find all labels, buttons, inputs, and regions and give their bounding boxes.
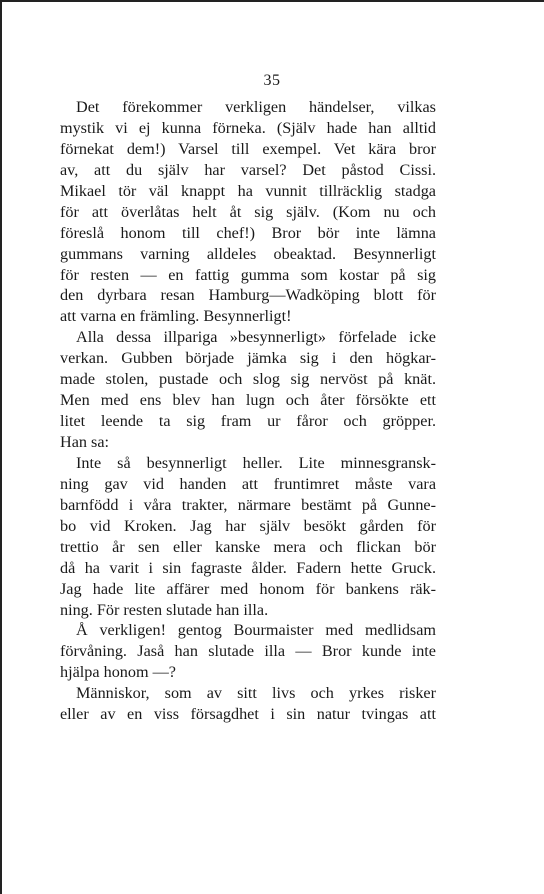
text-line: verkan. Gubben började jämka sig i den högkar-	[60, 349, 436, 368]
text-line: då ha varit i sin fagraste ålder. Fadern hette Gruck.	[60, 558, 436, 577]
text-line: Inte så besynnerligt heller. Lite minnesgransk-	[76, 453, 436, 472]
text-line: Alla dessa illpariga »besynnerligt» förfelade icke	[76, 328, 436, 347]
text-line: den dyrbara resan Hamburg—Wadköping blott för	[60, 286, 436, 305]
text-line: Det förekommer verkligen händelser, vilkas	[76, 98, 436, 116]
text-line: mystik vi ej kunna förneka. (Själv hade han alltid	[60, 118, 436, 137]
text-line: Å verkligen! gentog Bourmaister med medlidsam	[76, 621, 436, 640]
text-line: av, att du själv har varsel? Det påstod Cissi.	[60, 160, 436, 179]
text-line: eller av en viss försagdhet i sin natur tvingas att	[60, 705, 436, 724]
text-line: trettio år sen eller kanske mera och flickan bör	[60, 537, 436, 556]
text-line: förnekat dem!) Varsel till exempel. Vet kära bror	[60, 139, 436, 158]
text-line: förvåning. Jaså han slutade illa — Bror kunde inte	[60, 642, 436, 661]
text-line: föreslå honom till chef!) Bror bör inte lämna	[60, 223, 436, 242]
text-line: barnfödd i våra trakter, närmare bestämt på Gunne-	[60, 495, 436, 514]
page-left-edge	[0, 0, 2, 894]
text-line: litet leende ta sig fram ur fåror och gröpper.	[60, 412, 436, 431]
text-line: hjälpa honom —?	[60, 663, 176, 682]
text-line: made stolen, pustade och slog sig nervöst på knät.	[60, 370, 436, 389]
text-line: gummans varning alldeles obeaktad. Besynnerligt	[60, 244, 436, 263]
text-line: Han sa:	[60, 433, 109, 451]
text-line: Mikael tör väl knappt ha vunnit tillräcklig stadga	[60, 181, 436, 200]
text-line: för resten — en fattig gumma som kostar på sig	[60, 265, 436, 284]
page-number: 35	[263, 72, 281, 89]
text-line: Människor, som av sitt livs och yrkes risker	[76, 684, 436, 703]
page-top-edge	[0, 0, 544, 2]
text-line: Jag hade lite affärer med honom för bankens räk-	[60, 579, 436, 598]
text-line: ning gav vid handen att fruntimret måste vara	[60, 474, 436, 493]
text-line: Men med ens blev han lugn och åter försökte ett	[60, 391, 436, 410]
body-text	[60, 97, 436, 725]
text-line: för att överlåtas helt åt sig själv. (Kom nu och	[60, 202, 436, 221]
text-line: bo vid Kroken. Jag har själv besökt gården för	[60, 516, 436, 535]
text-line: ning. För resten slutade han illa.	[60, 600, 269, 619]
text-line: att varna en främling. Besynnerligt!	[60, 307, 292, 326]
